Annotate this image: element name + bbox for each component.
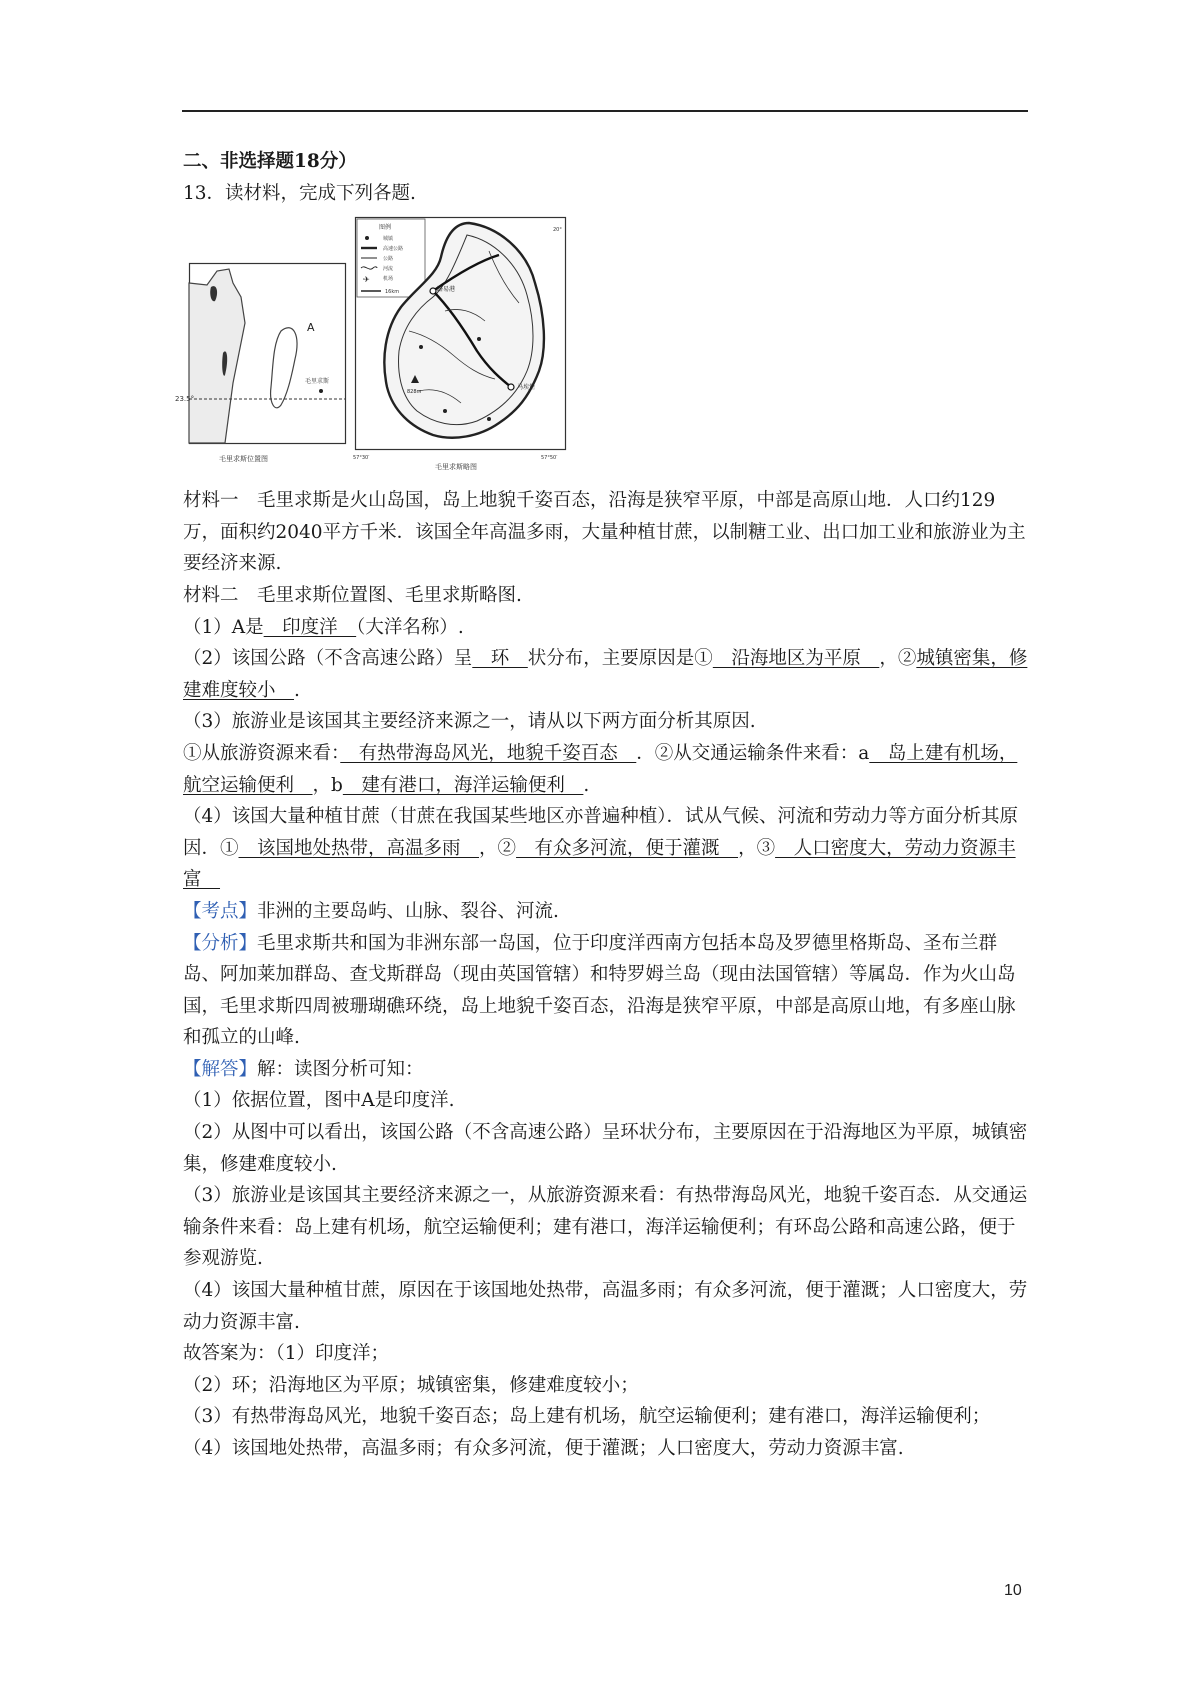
kaodian-section [183, 896, 1029, 928]
peak-label: 828m [407, 389, 422, 396]
jieda-line: （4）该国大量种植甘蔗，原因在于该国地处热带，高温多雨；有众多河流，便于灌溉；人口密度大，劳动力资源丰富. [183, 1280, 1028, 1333]
final-answer-line: （2）环；沿海地区为平原；城镇密集，修建难度较小； [183, 1374, 639, 1396]
q2-prefix: （2）该国公路（不含高速公路）呈 [183, 648, 473, 670]
q3-answer-2a: 岛上建有机场，航空运输便利 [183, 742, 1018, 796]
fenxi-tag: 【分析】 [183, 932, 258, 954]
city-label: 马埃堡 [517, 384, 536, 392]
sketch-map [349, 211, 579, 479]
q1-prefix: （1）A是 [183, 616, 264, 638]
q2-suffix: . [294, 679, 300, 701]
q2-mid-2: ，② [879, 648, 917, 670]
right-caption: 毛里求斯略图 [435, 463, 477, 472]
q3-answer-1: 有热带海岛风光，地貌千姿百态 [340, 742, 637, 764]
q4-prefix: （4）该国大量种植甘蔗（甘蔗在我国某些地区亦普遍种植）．试从气候、河流和劳动力等方面分析其原因．① [183, 806, 1019, 859]
kaodian-text: 非洲的主要岛屿、山脉、裂谷、河流. [257, 900, 559, 922]
question-intro: 13．读材料，完成下列各题. [183, 182, 416, 204]
legend-item: 机场 [383, 276, 394, 283]
fenxi-section [183, 928, 1029, 1054]
mauritius-label: 毛里求斯 [305, 378, 330, 386]
final-answer-line: （4）该国地处热带，高温多雨；有众多河流，便于灌溉；人口密度大，劳动力资源丰富. [183, 1438, 904, 1459]
svg-text:✈: ✈ [363, 275, 370, 285]
left-caption: 毛里求斯位置图 [219, 455, 268, 464]
mauritius-dot [319, 389, 323, 393]
q2-answer-3: 城镇密集，修建难度较小 [183, 648, 1028, 701]
left-lat-label: 23.5° [175, 395, 195, 404]
material-2: 材料二 毛里求斯位置图、毛里求斯略图. [183, 584, 522, 606]
question-1 [183, 612, 1029, 644]
section-title: 二、非选择题18分） [183, 151, 357, 172]
jieda-line: （3）旅游业是该国其主要经济来源之一，从旅游资源来看：有热带海岛风光，地貌千姿百态．从交通运输条件来看：岛上建有机场，航空运输便利；建有港口，海洋运输便利；有环岛公路和高速公路，便于参观游览. [183, 1185, 1028, 1270]
q3-mid-2: ，b [312, 774, 343, 796]
document-body [175, 146, 1029, 1465]
legend-title: 图例 [379, 224, 392, 232]
jieda-intro: 解：读图分析可知： [257, 1058, 424, 1080]
map-figure [175, 211, 1029, 479]
header-rule [182, 110, 1028, 112]
q4-mid-2: ，③ [738, 837, 776, 859]
scale-label: 16km [385, 289, 400, 296]
label-a: A [307, 321, 315, 335]
question-3 [183, 738, 1029, 801]
city-mahebourg [508, 384, 514, 390]
page-number: 10 [1004, 1582, 1022, 1599]
q3-suffix: . [583, 774, 590, 796]
q3-answer-2b: 建有港口，海洋运输便利 [342, 774, 584, 796]
jieda-section [183, 1054, 1029, 1086]
q2-mid: 状分布，主要原因是① [527, 648, 713, 670]
q4-answer-3: 人口密度大，劳动力资源丰富 [183, 837, 1016, 891]
location-map [175, 263, 367, 473]
legend-item: 公路 [383, 256, 394, 263]
q4-mid: ，② [479, 837, 517, 859]
material-1: 材料一 毛里求斯是火山岛国，岛上地貌千姿百态，沿海是狭窄平原，中部是高原山地．人口约129万，面积约2040平方千米．该国全年高温多雨，大量种植甘蔗，以制糖工业、出口加工业和旅游业为主要经济来源. [183, 490, 1026, 575]
city-port-louis [430, 288, 436, 294]
q4-answer-2: 有众多河流，便于灌溉 [516, 837, 739, 859]
jieda-line: （1）依据位置，图中A是印度洋. [183, 1090, 455, 1112]
question-4 [183, 801, 1029, 896]
q1-answer: 印度洋 [263, 616, 357, 638]
q3-mid: ．②从交通运输条件来看：a [636, 742, 870, 764]
legend-item: 河流 [383, 266, 394, 273]
right-lat-label: 20° [553, 227, 562, 234]
q3-prefix: ①从旅游资源来看： [183, 742, 341, 764]
question-2 [183, 643, 1029, 706]
question-3-intro: （3）旅游业是该国其主要经济来源之一，请从以下两方面分析其原因. [183, 711, 756, 733]
legend-item: 城镇 [383, 236, 394, 243]
q2-answer-2: 沿海地区为平原 [712, 648, 880, 670]
final-answer-line: （3）有热带海岛风光，地貌千姿百态；岛上建有机场，航空运输便利；建有港口，海洋运输便利； [183, 1406, 991, 1428]
lon-right-label: 57°50′ [541, 455, 558, 462]
city-label: 路易港 [437, 286, 456, 294]
lon-left-label: 57°30′ [353, 455, 370, 462]
legend-item: 高速公路 [383, 246, 404, 253]
jieda-line: （2）从图中可以看出，该国公路（不含高速公路）呈环状分布，主要原因在于沿海地区为平原，城镇密集，修建难度较小. [183, 1122, 1028, 1175]
q4-answer-1: 该国地处热带，高温多雨 [238, 837, 480, 859]
q1-suffix: （大洋名称）. [356, 616, 464, 638]
fenxi-text: 毛里求斯共和国为非洲东部一岛国，位于印度洋西南方包括本岛及罗德里格斯岛、圣布兰群岛、阿加莱加群岛、查戈斯群岛（现由英国管辖）和特罗姆兰岛（现由法国管辖）等属岛．作为火山岛国，毛里求斯四周被珊瑚礁环绕，岛上地貌千姿百态，沿海是狭窄平原，中部是高原山地，有多座山脉和孤立的山峰. [183, 932, 1016, 1049]
q2-answer-1: 环 [472, 648, 528, 670]
final-answer-intro: 故答案为：（1）印度洋； [183, 1343, 390, 1365]
jieda-tag: 【解答】 [183, 1058, 258, 1080]
kaodian-tag: 【考点】 [183, 900, 258, 922]
